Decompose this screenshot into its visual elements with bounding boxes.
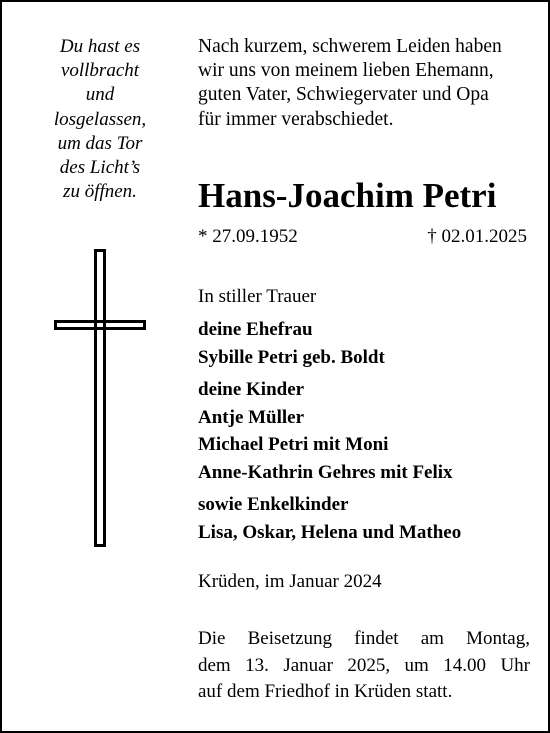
- intro-line: für immer verabschiedet.: [198, 108, 394, 130]
- grief-label: In stiller Trauer: [198, 286, 317, 307]
- grandchildren-group: [198, 491, 538, 546]
- service-line: dem 13. Januar 2025, um 14.00 Uhr: [198, 654, 530, 676]
- intro-text: [198, 35, 534, 132]
- poem-line: des Licht’s: [59, 157, 141, 179]
- mourners-list: [198, 316, 538, 551]
- service-line: Die Beisetzung findet am Montag,: [198, 628, 530, 649]
- grandchildren-names: Lisa, Oskar, Helena und Matheo: [198, 521, 462, 543]
- poem-line: und: [85, 84, 115, 106]
- birth-date: * 27.09.1952: [198, 226, 298, 247]
- poem-line: um das Tor: [57, 132, 143, 154]
- grandchildren-label: sowie Enkelkinder: [198, 494, 349, 515]
- life-dates: [198, 224, 527, 250]
- poem-verse: [30, 35, 170, 204]
- death-date: † 02.01.2025: [427, 226, 527, 247]
- intro-line: guten Vater, Schwiegervater und Opa: [198, 84, 489, 106]
- children-group: [198, 376, 538, 486]
- latin-cross-icon: [54, 249, 146, 547]
- deceased-name: Hans-Joachim Petri: [198, 176, 497, 215]
- poem-line: zu öffnen.: [63, 181, 137, 203]
- spouse-group: [198, 316, 538, 371]
- poem-line: Du hast es: [59, 36, 141, 57]
- funeral-service-info: [198, 626, 530, 706]
- intro-line: wir uns von meinem lieben Ehemann,: [198, 60, 494, 82]
- service-line: auf dem Friedhof in Krüden statt.: [198, 681, 453, 702]
- spouse-name: Sybille Petri geb. Boldt: [198, 346, 385, 368]
- poem-line: losgelassen,: [53, 108, 147, 130]
- children-label: deine Kinder: [198, 379, 305, 400]
- poem-line: vollbracht: [60, 60, 140, 82]
- spouse-label: deine Ehefrau: [198, 319, 313, 340]
- place-and-date: Krüden, im Januar 2024: [198, 571, 382, 592]
- intro-line: Nach kurzem, schwerem Leiden haben: [198, 36, 502, 57]
- child-name: Michael Petri mit Moni: [198, 434, 389, 455]
- child-name: Antje Müller: [198, 406, 305, 428]
- child-name: Anne-Kathrin Gehres mit Felix: [198, 461, 453, 483]
